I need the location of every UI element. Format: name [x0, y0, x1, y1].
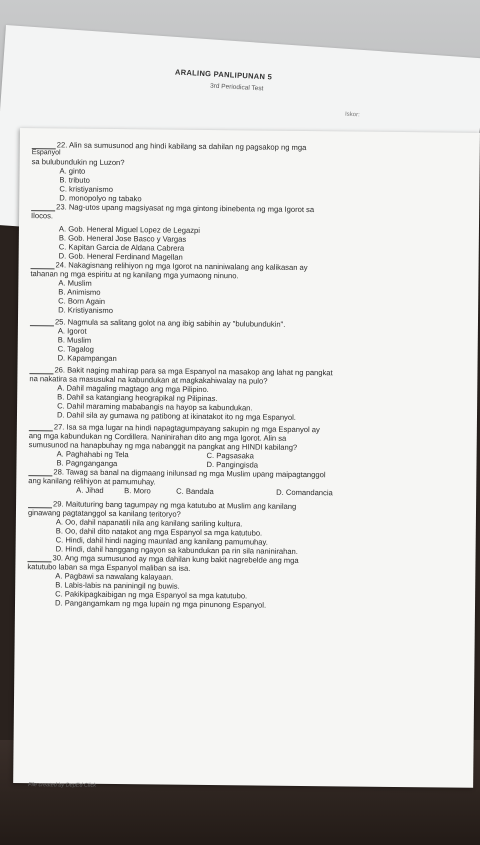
question-stem: 26. Bakit naging mahirap para sa mga Espanyol na masakop ang lahat ng pangkat — [54, 365, 333, 378]
answer-blank[interactable] — [27, 554, 51, 562]
question-stem-continued: sumusunod na hanapbuhay ng mga nabanggit na pangkat ang HINDI kabilang? — [28, 440, 298, 452]
question-stem: 27. Isa sa mga lugar na hindi napagtagumpayang sakupin ng mga Espanyol ay — [53, 422, 320, 435]
option-c: C. Dahil maraming mababangis na hayop sa kabundukan. — [57, 401, 253, 413]
option-a: A. Pagbawi sa nawalang kalayaan. — [55, 571, 174, 582]
question-stem: 29. Maituturing bang tagumpay ng mga katutubo at Muslim ang kanilang — [53, 499, 297, 511]
option-d: D. Gob. Heneral Ferdinand Magellan — [58, 251, 183, 262]
option-d: D. Kristiyanismo — [58, 305, 114, 315]
option-c: C. kristiyanismo — [59, 184, 114, 194]
question-23 — [31, 202, 480, 265]
question-22 — [31, 140, 480, 207]
option-b: B. Gob. Heneral Jose Basco y Vargas — [58, 233, 187, 244]
question-28 — [28, 467, 476, 499]
option-c: C. Bandala — [176, 486, 214, 497]
answer-blank[interactable] — [31, 261, 55, 269]
question-stem: 23. Nag-utos upang magsiyasat ng mga gintong ibinebenta ng mga Igorot sa — [56, 202, 315, 215]
question-stem-continued: ginawang pagtatanggol sa kanilang teritoryo? — [27, 508, 181, 519]
question-stem-continued: tahanan ng mga espiritu at ng kanilang mga yumaong ninuno. — [30, 269, 239, 281]
question-stem-continued: Ilocos. — [31, 211, 54, 221]
option-d: D. Comandancia — [276, 487, 333, 498]
answer-blank[interactable] — [29, 366, 53, 374]
option-b: B. Oo, dahil dito natakot ang mga Espanyol sa mga katutubo. — [55, 526, 263, 538]
test-title: ARALING PANLIPUNAN 5 — [174, 67, 273, 82]
answer-blank[interactable] — [31, 203, 55, 211]
question-stem-continued: ang mga kabundukan ng Cordillera. Naninirahan dito ang mga Igorot. Alin sa — [28, 431, 287, 443]
option-d: D. Pangangamkam ng mga lupain ng mga pinunong Espanyol. — [54, 598, 267, 610]
option-b: B. Pagnganganga — [56, 458, 118, 469]
answer-blank[interactable] — [29, 423, 53, 431]
option-c: C. Pagsasaka — [206, 450, 254, 461]
option-d: D. Pangingisda — [206, 459, 259, 470]
question-stem-continued: sa bulubundukin ng Luzon? — [31, 157, 125, 168]
option-b: B. Animismo — [58, 287, 101, 297]
question-30 — [27, 553, 476, 612]
option-c: C. Tagalog — [57, 344, 94, 354]
option-d: D. monopolyo ng tabako — [59, 193, 142, 204]
answer-blank[interactable] — [28, 500, 52, 508]
option-c: C. Pakikipagkaibigan ng mga Espanyol sa mga katutubo. — [55, 589, 248, 601]
question-stem-continued: na nakatira sa masusukal na kabundukan at magkakahiwalay na pulo? — [29, 374, 268, 386]
answer-blank[interactable] — [30, 318, 54, 326]
question-29 — [28, 499, 477, 558]
question-stem: 24. Nakagisnang relihiyon ng mga Igorot na naniniwalang ang kalikasan ay — [55, 260, 308, 273]
option-a: A. Muslim — [58, 278, 92, 288]
option-a: A. ginto — [59, 166, 86, 176]
option-b: B. Dahil sa katangiang heograpikal ng Pilipinas. — [57, 392, 218, 404]
option-c: C. Hindi, dahil hindi naging maunlad ang kanilang pamumuhay. — [55, 535, 268, 547]
question-26 — [29, 365, 478, 424]
option-a: A. Jihad — [76, 485, 104, 495]
question-stem: 22. Alin sa sumusunod ang hindi kabilang sa dahilan ng pagsakop ng mga — [56, 140, 307, 152]
option-b: B. tributo — [59, 175, 90, 185]
question-24 — [30, 260, 479, 319]
question-27 — [28, 422, 476, 472]
answer-blank[interactable] — [28, 468, 52, 476]
question-stem-continued: ang kanilang relihiyon at pamumuhay. — [28, 476, 156, 487]
option-d: D. Kapampangan — [57, 353, 117, 364]
test-subtitle: 3rd Periodical Test — [209, 82, 264, 93]
option-b: B. Moro — [124, 486, 151, 496]
test-header — [0, 0, 480, 130]
question-stem-continued: katutubo laban sa mga Espanyol maliban sa isa. — [27, 562, 191, 573]
question-pre-word: Espanyol — [31, 149, 61, 157]
option-b: B. Muslim — [57, 335, 92, 345]
option-a: A. Dahil magaling magtago ang mga Pilipino. — [57, 383, 209, 394]
question-stem: 28. Tawag sa banal na digmaang inilunsad ng mga Muslim upang maipagtanggol — [53, 467, 326, 480]
score-label: Iskor: — [344, 111, 360, 119]
option-d: D. Dahil sila ay gumawa ng patibong at ikinatakot ito ng mga Espanyol. — [56, 410, 296, 422]
question-stem: 30. Ang mga sumusunod ay mga dahilan kung bakit nagrebelde ang mga — [52, 553, 299, 565]
question-25 — [30, 317, 478, 367]
page-footer: File created by DepEd Click — [28, 782, 97, 789]
option-a: A. Paghahabi ng Tela — [56, 449, 129, 460]
option-d: D. Hindi, dahil hanggang ngayon sa kabundukan pa rin sila naninirahan. — [55, 544, 298, 556]
test-page — [13, 128, 480, 788]
option-a: A. Oo, dahil napanatili nila ang kanilang sariling kultura. — [55, 517, 243, 529]
option-b: B. Labis-labis na paniningil ng buwis. — [55, 580, 180, 591]
option-c: C. Born Again — [58, 296, 106, 306]
question-stem: 25. Nagmula sa salitang golot na ang ibig sabihin ay "bulubundukin". — [54, 317, 286, 329]
option-a: A. Gob. Heneral Miguel Lopez de Legazpi — [58, 224, 200, 235]
option-c: C. Kapitan Garcia de Aldana Cabrera — [58, 242, 185, 253]
option-a: A. Igorot — [57, 326, 87, 336]
